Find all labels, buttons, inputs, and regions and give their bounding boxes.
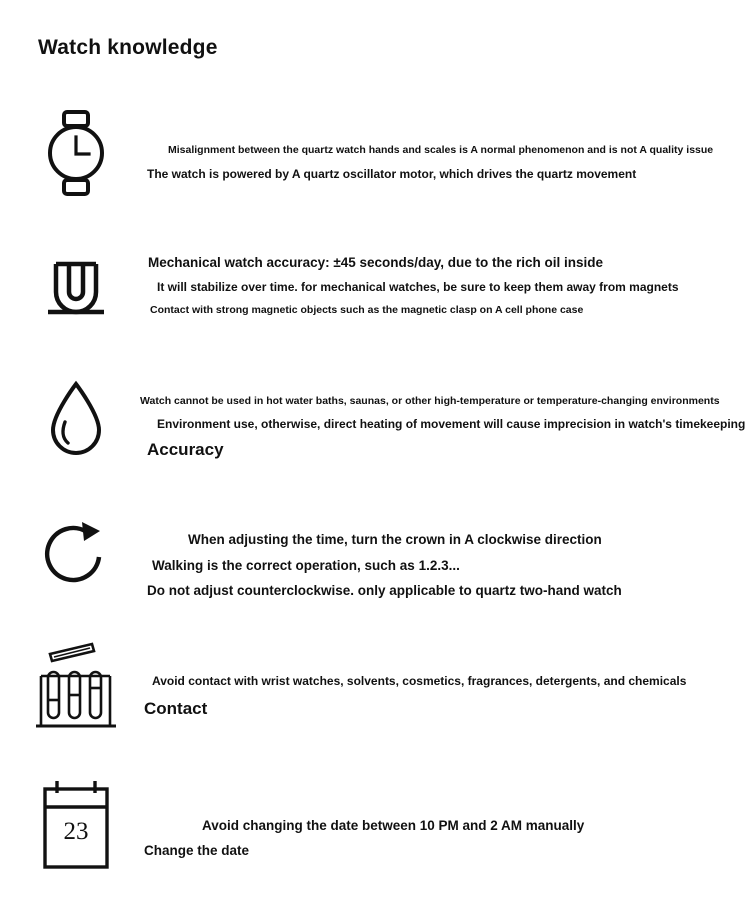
calendar-icon [36,780,116,870]
text-line: Change the date [144,842,250,858]
text-line: The watch is powered by A quartz oscillator motor, which drives the quartz movement [147,167,637,182]
section-chemical-contact [0,645,750,755]
section-heading: Contact [144,698,208,718]
section-text-block [140,255,740,316]
clockwise-arrow-icon [36,512,116,602]
water-drop-icon [36,375,116,465]
text-line: Contact with strong magnetic objects such as the magnetic clasp on A cell phone case [150,304,584,317]
page-title: Watch knowledge [38,36,218,59]
section-date-change [0,780,750,900]
magnet-icon [36,245,116,335]
text-line: Misalignment between the quartz watch hands and scales is A normal phenomenon and is not A quality issue [168,144,714,156]
text-line: When adjusting the time, turn the crown in A clockwise direction [188,532,602,547]
text-line: Environment use, otherwise, direct heating of movement will cause imprecision in watch's timekeeping [157,417,746,432]
text-line: Do not adjust counterclockwise. only applicable to quartz two-hand watch [147,583,622,599]
section-text-block [140,395,746,459]
text-line: Watch cannot be used in hot water baths, saunas, or other high-temperature or temperature-changing environments [140,395,720,407]
section-quartz-watch [0,108,750,218]
calendar-day-number: 23 [63,818,89,845]
text-line: Mechanical watch accuracy: ±45 seconds/day, due to the rich oil inside [148,255,604,270]
section-text-block [140,675,740,718]
text-line: It will stabilize over time. for mechanical watches, be sure to keep them away from magnets [157,279,679,294]
section-heading: Accuracy [147,439,224,459]
section-text-block [140,532,740,599]
text-line: Avoid changing the date between 10 PM and 2 AM manually [202,818,585,833]
test-tubes-icon [36,645,116,735]
section-magnetism [0,245,750,355]
text-line: Walking is the correct operation, such as 1.2.3... [152,557,460,573]
section-water-resistance [0,375,750,485]
section-crown-adjustment [0,512,750,622]
section-text-block [140,818,740,858]
section-text-block [140,144,740,182]
text-line: Avoid contact with wrist watches, solvents, cosmetics, fragrances, detergents, and chemicals [152,674,687,688]
watch-icon [36,108,116,198]
